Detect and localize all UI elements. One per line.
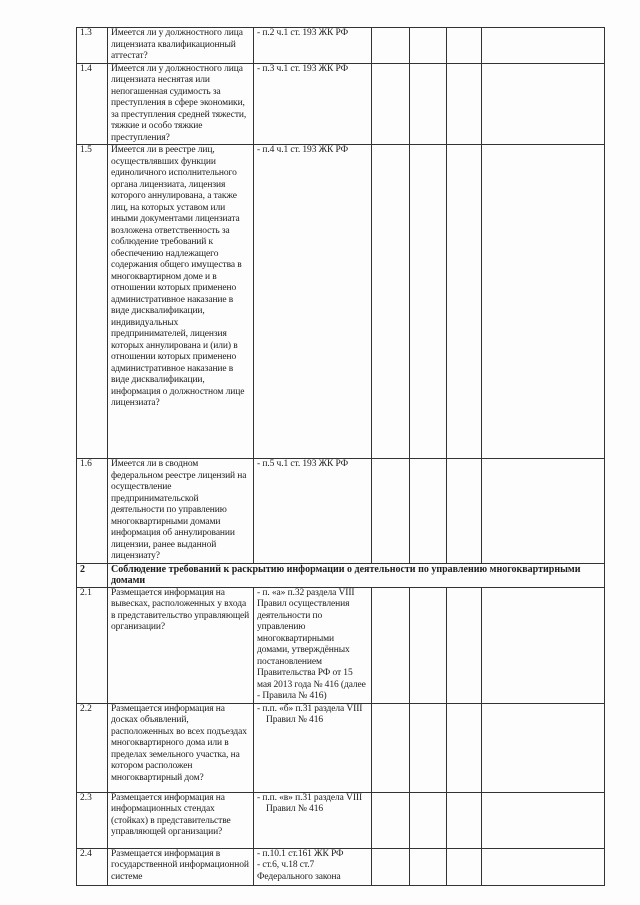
table-row-1-4	[77, 63, 605, 145]
answer-cell	[372, 145, 410, 459]
note-cell	[482, 587, 605, 703]
answer-cell	[410, 792, 447, 848]
legal-basis-line: - п.п. «в» п.31 раздела VIII	[257, 792, 363, 803]
answer-cell	[447, 28, 482, 64]
legal-basis	[254, 459, 372, 564]
answer-cell	[372, 587, 410, 703]
table-row-2-2	[77, 703, 605, 792]
answer-cell	[447, 459, 482, 564]
section-row-2	[77, 563, 605, 587]
row-number: 2.1	[77, 587, 108, 703]
row-number: 2.4	[77, 848, 108, 885]
answer-cell	[372, 792, 410, 848]
legal-basis	[254, 703, 372, 792]
legal-basis-line: - п.4 ч.1 ст. 193 ЖК РФ	[257, 145, 348, 155]
question-text: Имеется ли в сводном федеральном реестре лицензий на осуществление предпринимательской деятельности по управлению многоквартирными домами информация об аннулировании лицензии, ранее выданной лицензиату?	[108, 459, 254, 564]
answer-cell	[372, 459, 410, 564]
note-cell	[482, 703, 605, 792]
note-cell	[482, 848, 605, 885]
section-number: 2	[77, 563, 108, 587]
row-number: 2.3	[77, 792, 108, 848]
answer-cell	[447, 703, 482, 792]
table-row-1-5	[77, 145, 605, 459]
answer-cell	[410, 587, 447, 703]
question-text: Имеется ли в реестре лиц, осуществлявших функции единоличного исполнительного органа лицензиата, лицензия которого аннулирована, а также лиц, на которых уставом или иными документами лицензиата возложена ответственность за соблюдение требований к обеспечению надлежащего содержания общего имущества в многоквартирном доме и в отношении которых применено административное наказание в виде дисквалификации, индивидуальных предпринимателей, лицензия которых аннулирована и (или) в отношении которых применено административное наказание в виде дисквалификации, информация о должностном лице лицензиата?	[108, 145, 254, 459]
question-text: Имеется ли у должностного лица лицензиата неснятая или непогашенная судимость за преступления в сфере экономики, за преступления средней тяжести, тяжкие и особо тяжкие преступления?	[108, 63, 254, 145]
question-text: Размещается информация в государственной информационной системе	[108, 848, 254, 885]
legal-basis	[254, 28, 372, 64]
table-row-2-4	[77, 848, 605, 885]
answer-cell	[410, 703, 447, 792]
answer-cell	[372, 703, 410, 792]
note-cell	[482, 63, 605, 145]
question-text: Размещается информация на информационных стендах (стойках) в представительстве управляющей организации?	[108, 792, 254, 848]
question-text: Размещается информация на вывесках, расположенных у входа в представительство управляющей организации?	[108, 587, 254, 703]
question-text: Имеется ли у должностного лица лицензиата квалификационный аттестат?	[108, 28, 254, 64]
table-row-2-3	[77, 792, 605, 848]
answer-cell	[410, 28, 447, 64]
legal-basis-line: Правил № 416	[266, 804, 324, 814]
answer-cell	[410, 848, 447, 885]
legal-basis-line: - п.3 ч.1 ст. 193 ЖК РФ	[257, 63, 348, 74]
table-row-1-6	[77, 459, 605, 564]
row-number: 1.6	[77, 459, 108, 564]
note-cell	[482, 792, 605, 848]
legal-basis	[254, 848, 372, 885]
table-row-2-1	[77, 587, 605, 703]
legal-basis-line: - п.п. «б» п.31 раздела VIII	[257, 703, 363, 714]
row-number: 1.3	[77, 28, 108, 64]
answer-cell	[372, 63, 410, 145]
section-title: Соблюдение требований к раскрытию информации о деятельности по управлению многоквартирными домами	[108, 563, 605, 587]
answer-cell	[447, 792, 482, 848]
answer-cell	[410, 145, 447, 459]
legal-basis-line: - ст.6, ч.18 ст.7	[257, 860, 315, 870]
answer-cell	[372, 848, 410, 885]
legal-basis	[254, 63, 372, 145]
answer-cell	[447, 848, 482, 885]
legal-basis-line: - п.5 ч.1 ст. 193 ЖК РФ	[257, 459, 348, 469]
answer-cell	[447, 63, 482, 145]
question-text: Размещается информация на досках объявлений, расположенных во всех подъездах многоквартирного дома или в пределах земельного участка, на котором расположен многоквартирный дом?	[108, 703, 254, 792]
answer-cell	[410, 459, 447, 564]
answer-cell	[447, 145, 482, 459]
legal-basis-line: - п.2 ч.1 ст. 193 ЖК РФ	[257, 28, 348, 38]
note-cell	[482, 459, 605, 564]
legal-basis	[254, 792, 372, 848]
row-number: 2.2	[77, 703, 108, 792]
legal-basis-line: Федерального закона	[257, 871, 341, 882]
answer-cell	[410, 63, 447, 145]
legal-basis	[254, 145, 372, 459]
legal-basis-line: - п. «а» п.32 раздела VIII Правил осуществления деятельности по управлению многоквартирными домами, утверждённых постановлением Правительства РФ от 15 мая 2013 года № 416 (далее - Правила № 416)	[257, 587, 366, 701]
row-number: 1.5	[77, 145, 108, 459]
note-cell	[482, 145, 605, 459]
checklist-table	[76, 27, 605, 886]
table-row-1-3	[77, 28, 605, 64]
note-cell	[482, 28, 605, 64]
legal-basis-line: - п.10.1 ст.161 ЖК РФ	[257, 848, 344, 859]
row-number: 1.4	[77, 63, 108, 145]
answer-cell	[447, 587, 482, 703]
answer-cell	[372, 28, 410, 64]
legal-basis-line: Правил № 416	[266, 715, 324, 725]
legal-basis	[254, 587, 372, 703]
